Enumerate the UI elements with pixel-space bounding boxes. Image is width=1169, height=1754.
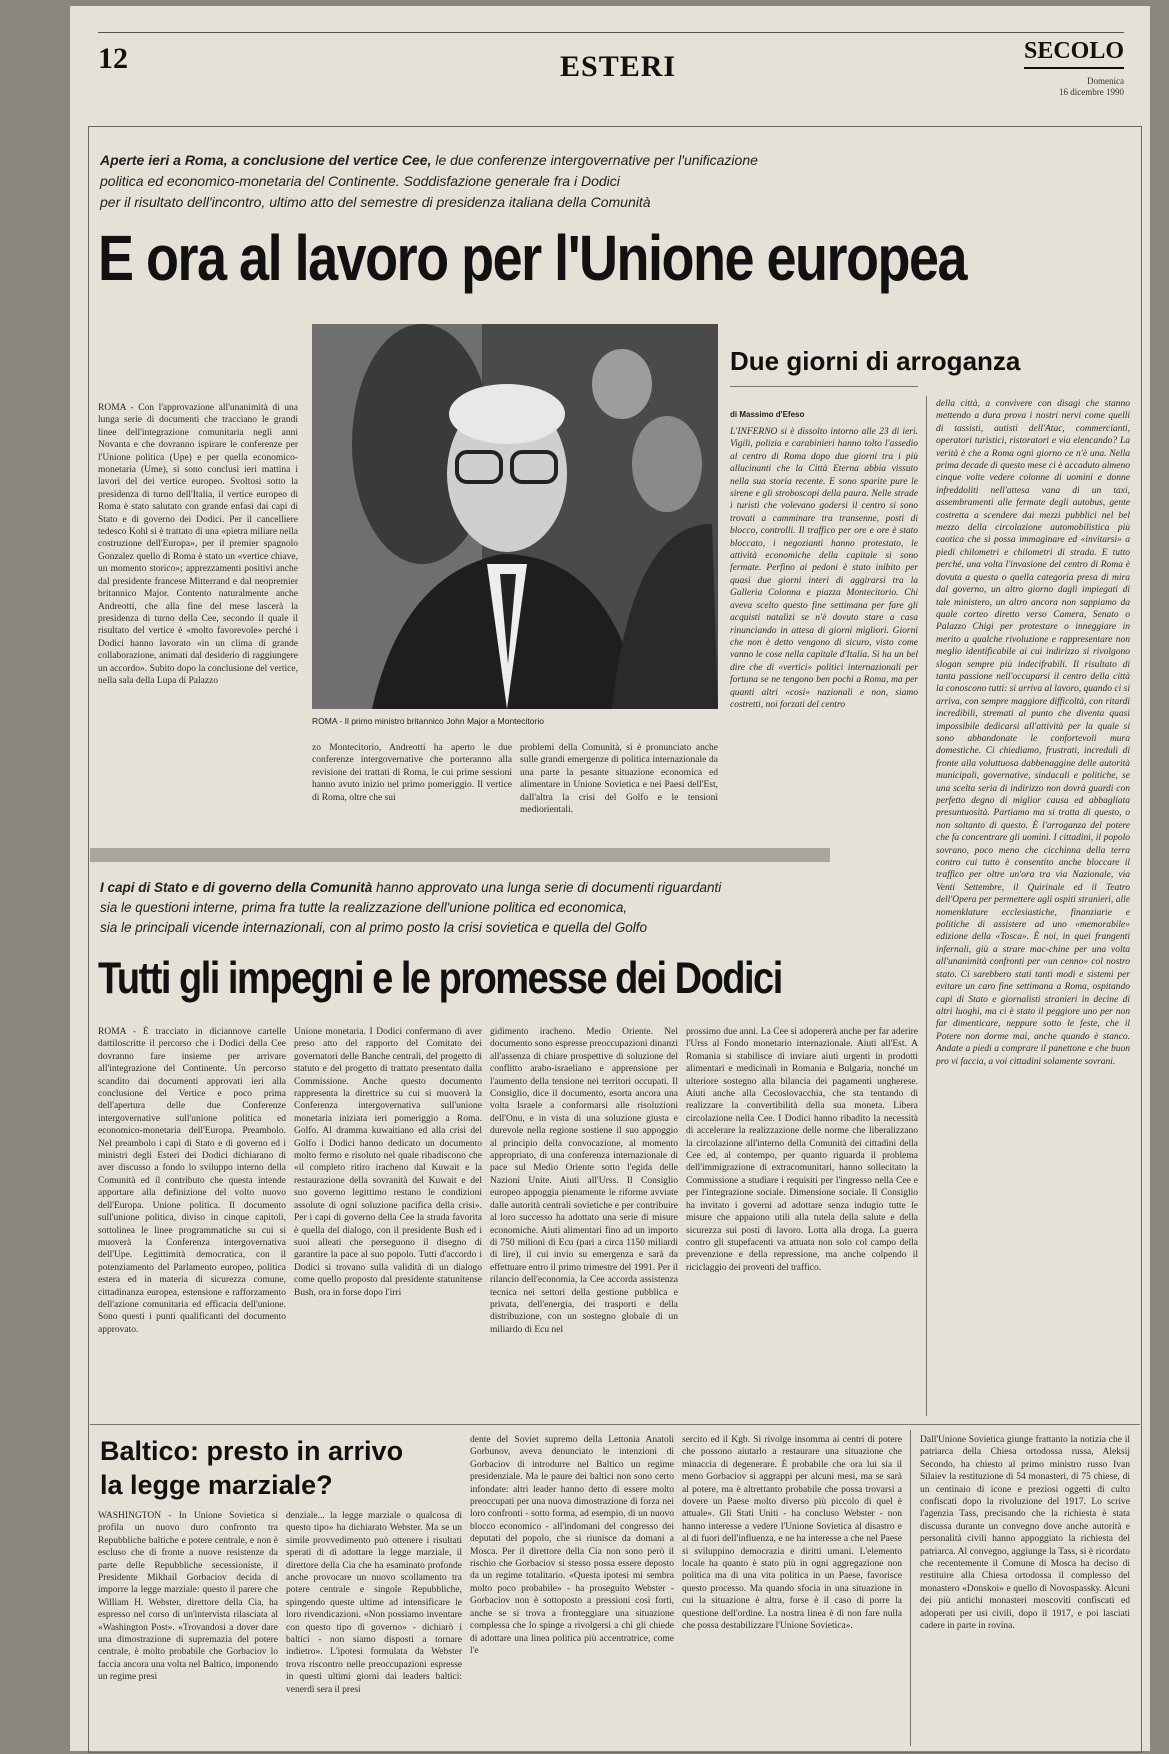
agenda-kicker-line3: sia le principali vicende internazionali, con al primo posto la crisi sovietica e quella del Golfo (100, 920, 648, 935)
agenda-kicker-line2: sia le questioni interne, prima fra tutte la realizzazione dell'unione politica ed economica, (100, 900, 628, 915)
agenda-column-3: gidimento iracheno. Medio Oriente. Nel documento sono espresse preoccupazioni dinanzi all'assenza di chiare prospettive di soluzione del conflitto arabo-israeliano e apprensione per l'aumento della tensione nei territori occupati. Il Consiglio, dice il documento, esorta ancora una volta Israele a conformarsi alle risoluzioni dell'Onu, e in vista di una soluzione giusta e durevole nella regione sostiene il suo appoggio al principio della convocazione, al momento appropriato, di una conferenza internazionale di pace sul Medio Oriente sotto l'egida delle Nazioni Unite. Aiuti all'Urss. Il Consiglio europeo appoggia pienamente le riforme avviate dalle autorità centrali sovietiche e per contribuire al loro successo ha adottato una serie di misure economiche. Aiuti alimentari fino ad un importo di 750 milioni di Ecu (pari a circa 1150 miliardi di lire), il cui invio su emergenza e sarà da effettuare entro il primo trimestre del 1991. Per il rilancio dell'economia, la Cee accorda assistenza tecnica nei settori della gestione pubblica e privata, dell'energia, dei trasporti e della distribuzione, con un sostegno globale di un miliardo di Ecu nel (490, 1027, 678, 1335)
baltic-column-1: WASHINGTON - In Unione Sovietica si profila un nuovo duro confronto tra Repubbliche baltiche e potere centrale, e non è escluso che di fronte a nuove resistenze da parte delle Repubbliche secessioniste, il Presidente Mikhail Gorbaciov decida di imporre la legge marziale: questo il parere che William H. Webster, direttore della Cia, ha espresso nel corso di un'intervista rilasciata al «Washington Post». «Trovandosi a dover dare una dimostrazione di supremazia del potere centrale, è molto probabile che Gorbaciov lo faccia ancora una volta nel Baltico, imponendo un regime presi (98, 1511, 278, 1683)
editorial-title: Due giorni di arroganza (730, 346, 1021, 376)
lead-kicker (100, 150, 820, 213)
newspaper-name (1024, 38, 1124, 69)
newspaper-name-text: SECOLO (1023, 38, 1124, 64)
date: 16 dicembre 1990 (1059, 87, 1124, 97)
editorial-byline: di Massimo d'Efeso (730, 410, 805, 419)
lead-kicker-line3: per il risultato dell'incontro, ultimo atto del semestre di presidenza italiana della Comunità (100, 194, 651, 210)
baltic-divider (910, 1430, 911, 1746)
baltic-top-rule (90, 1424, 1140, 1425)
baltic-column-5: Dall'Unione Sovietica giunge frattanto la notizia che il patriarca della Chiesa ortodossa russa, Aleksij Secondo, ha chiesto al primo ministro russo Ivan Silaiev la restituzione di 54 monasteri, di 75 chiese, di un centinaio di icone e preziosi oggetti di culto confiscati dopo la rivoluzione del 1917. Lo scrive l'agenzia Tass, precisando che la richiesta è stata discussa durante un convegno dove anche autorità e personalità civili hanno appoggiato la richiesta del patriarca. Al convegno, aggiunge la Tass, si è ricordato che recentemente il Comune di Mosca ha deciso di restituire alla Chiesa ortodossa il complesso del monastero «Donskoi» e quello di Novospassky. Alcuni dei più antichi monasteri moscoviti confiscati ed adoperati per usi civili, dopo il 1917, e poi lasciati cadere in parte in rovina. (920, 1435, 1130, 1632)
agenda-column-1: ROMA - È tracciato in diciannove cartelle dattiloscritte il percorso che i Dodici della Cee dovranno fare insieme per arrivare all'integrazione del Continente. Un percorso scandito dai documenti approvati ieri alla conclusione del Vertice e poco prima dell'apertura delle due Conferenze intergovernative sull'unione politica ed economico-monetaria dell'Europa. Preambolo. Nel preambolo i capi di Stato e di governo ed i ministri degli Esteri dei Dodici dichiarano di aver discusso a fondo lo sviluppo interno della Comunità ed il contributo che questa intende apportare alla definizione del volto nuovo dell'Europa. Unione politica. Il documento sull'unione politica, diviso in cinque capitoli, sottolinea le linee programmatiche su cui si muoverà la Conferenza intergovernativa dell'Upe. Legittimità democratica, con il potenziamento del Parlamento europeo, politica estera ed in materia di sicurezza comune, cittadinanza europea, estensione e rafforzamento dell'azione comunitaria ed efficacia dell'unione. Sono questi i punti qualificanti del documento approvato. (98, 1027, 286, 1335)
dateline (1059, 76, 1124, 98)
lead-column-2: zo Montecitorio, Andreotti ha aperto le due conferenze intergovernative che porteranno alla revisione dei trattati di Roma, le cui prime sessioni hanno avuto inizio nel primo pomeriggio. Il vertice di Roma, oltre che sui (312, 743, 512, 803)
day: Domenica (1087, 76, 1124, 86)
baltic-column-2: denziale... la legge marziale o qualcosa di questo tipo» ha dichiarato Webster. Ma se un simile provvedimento può ottenere i risultati sperati di di adottare la legge marziale, il direttore della Cia che ha esaminato profonde anche provocare un nuovo scollamento tra potere centrale e singole Repubbliche, spingendo queste ultime ad intensificare le loro rivendicazioni. «Non possiamo inventare con questo tipo di governo» - dichiarò i baltici - non siamo disposti a tornare indietro». L'ipotesi formulata da Webster trova riscontro nelle preoccupazioni espresse in questi ultimi giorni dai leaders baltici: venerdì sera il presi (286, 1511, 462, 1695)
lead-column-1: ROMA - Con l'approvazione all'unanimità di una lunga serie di documenti che tracciano le grandi linee dell'integrazione comunitaria negli anni Novanta e che dovranno ispirare le conferenze per l'Unione politica (Upe) e per quella economico-monetaria (Ume), si sono conclusi ieri mattina i lavori del dei vertice europeo. Svoltosi sotto la presidenza di turno dell'Italia, il vertice europeo di Roma è stato salutato con grande enfasi dai capi di Stato e di governo dei Dodici. Per il cancelliere tedesco Kohl si è trattato di una «pietra miliare nella costruzione dell'Europa», per il premier spagnolo Gonzalez quello di Roma è stato un «vertice chiave, un momento storico»; apprezzamenti positivi anche dal presidente francese Mitterrand e dal neopremier britannico Major. Contento naturalmente anche Andreotti, che alla fine del mese lascerà la presidenza di turno della Cee, secondo il quale il risultato del vertice è «molto favorevole» perché i Dodici hanno lavorato «in un clima di grande collaborazione, animati dal desiderio di raggiungere un accordo». Subito dopo la conclusione del vertice, nella sala della Lupa di Palazzo (98, 403, 298, 686)
lead-column-3: problemi della Comunità, si è pronunciato anche sulle grandi emergenze di politica internazionale da una parte la pesante situazione economica ed alimentare in Unione Sovietica e nei Paesi dell'Est, dall'altra la crisi del Golfo e le tensioni mediorientali. (520, 743, 718, 816)
lead-kicker-bold: Aperte ieri a Roma, a conclusione del vertice Cee, (100, 152, 432, 168)
baltic-column-4: sercito ed il Kgb. Si rivolge insomma ai centri di potere che possono aiutarlo a restaurare una situazione che minaccia di degenerare. È probabile che ora lui sia il meno Gorbaciov si aggrappi per alcuni mesi, ma se sarà al potere, ma è altrettanto probabile che possa trovarsi a dovere un Paese molto diverso più piccolo di quel è attuale». Gli Stati Uniti - ha concluso Webster - non hanno interesse a vedere l'Unione Sovietica al disastro e al di fuori dell'influenza, e ne ha interesse a che nel Paese si sviluppino democrazia e diritti umani. L'elemento locale ha quanto è stato più in ogni aggregazione non politica ma di una vita politica in un Paese, favorisce questo processo. Ma quando sfocia in una situazione in cui la situazione è altra, forse è il caso di porre la questione dell'ordine. La nostra linea è di non fare nulla che possa destabilizzare l'Unione Sovietica». (682, 1435, 902, 1632)
agenda-headline: Tutti gli impegni e le promesse dei Dodici (98, 954, 782, 1004)
editorial-divider (926, 396, 927, 1416)
newspaper-page (70, 6, 1150, 1751)
lead-photo (312, 324, 718, 709)
section-title: ESTERI (560, 50, 677, 83)
page-number: 12 (98, 42, 128, 75)
lead-photo-caption: ROMA - Il primo ministro britannico John Major a Montecitorio (312, 716, 544, 726)
baltic-headline-line2: la legge marziale? (100, 1470, 333, 1500)
lead-kicker-line1: le due conferenze intergovernative per l'unificazione (435, 152, 758, 168)
separator-band (90, 848, 830, 862)
agenda-kicker-line1: hanno approvato una lunga serie di documenti riguardanti (376, 880, 722, 895)
baltic-column-3: dente del Soviet supremo della Lettonia Anatoli Gorbunov, aveva denunciato le intenzioni di Gorbaciov di introdurre nel Baltico un regime presidenziale. Ma le paure dei baltici non sono certo infondate: altri leader hanno detto di essere molto preoccupati per una nuova dimostrazione di forza nei loro confronti - sotto forma, ad esempio, di un nuovo blocco economico - all'indomani del congresso dei deputati del popolo, che si riunisce da domani a Mosca. Per il direttore della Cia non sono però il rischio che Gorbaciov si stesso possa essere deposto da un regime totalitario. «Questa ipotesi mi sembra molto poco probabile» - ha proseguito Webster - Gorbaciov non è sottoposto a pressioni così forti, anche se si trova a fronteggiare una situazione complessa che lo spinge a rivolgersi a chi gli chiede di adottare una linea politica più accentratrice, come l'e (470, 1435, 674, 1656)
john-major-photo (312, 324, 718, 709)
agenda-column-4: prossimo due anni. La Cee si adopererà anche per far aderire l'Urss al Fondo monetario internazionale. Aiuti all'Est. A Romania si stabilisce di inviare aiuti urgenti in prodotti alimentari e medicinali in Romania e Bulgaria, nonché un ulteriore sostegno alla bilancia dei pagamenti ungherese. Aiuti anche alla Cecoslovacchia, che sta tentando di realizzare la convertibilità della sua moneta. Libera circolazione nella Cee. I Dodici hanno ribadito la necessità di accelerare la realizzazione delle norme che liberalizzano la circolazione all'interno della Comunità dei cittadini della Cee ed, al contempo, per quanto riguarda il problema dell'immigrazione di extracomunitari, hanno sollecitato la Commissione a studiare i requisiti per l'ingresso nella Cee e per l'integrazione sociale. Dimensione sociale. Il Consiglio ha invitato i governi ad adottare senza indugio tutte le misure che appaiono utili alla tutela della salute e della sicurezza sui posti di lavoro. Lotta alla droga. La guerra contro gli stupefacenti va attuata non solo col campo della prevenzione e della repressione, ma anche colpendo il riciclaggio dei proventi del traffico. (686, 1027, 918, 1273)
editorial-rule (730, 386, 918, 387)
agenda-kicker (100, 878, 900, 938)
editorial-column-2: della città, a convivere con disagi che stanno mettendo a dura prova i nostri nervi come quelli di tassisti, autisti dell'Atac, commercianti, operatori turistici, ristoratori e via elencando? La verità è che a Roma ogni giorno ce n'è una. Nella prima decade di questo mese ci è accaduto almeno cinque volte vedere colonne di uomini e donne infreddoliti nell'attesa vana di un taxi, assembramenti alle fermate degli autobus, gente costretta a scendere dai mezzi pubblici nel bel mezzo della circolazione automobilistica più caotica che si possa immaginare ed «invitarsi» a piedi chilometri e chilometri di strada. E tutto perché, una volta l'invasione del centro di Roma è dovuta a questa o quella categoria presa di mira dal governo, un altro giorno dagli impiegati di tale ministero, un altro ancora non sappiamo da quale corteo diretto verso Camera, Senato o Palazzo Chigi per protestare o inneggiare in merito a qualche rivoluzione e rappresentare non meglio identificabile ai cui indirizzo si rivolgono slogan sempre più indecifrabili. Il risultato di tanta passione nell'occuparsi il centro della città la conoscono tutti: si arriva al lavoro, quando ci si arriva, con sempre maggiore difficoltà, con ritardi incredibili, stremati al punto che diventa quasi impossibile dedicarsi all'attività per la quale si sono abbandonate le confortevoli mura domestiche. Ci chiediamo, frustrati, increduli di fronte alla voluttuosa dabbenaggine delle autorità municipali, governative, sindacali e politiche, se una scelta seria di indirizzo non dovrà guardi con perfetto degno di miglior causa ed abbagliata presuntuosità. Partiamo ma si tratta di questo, o non soltanto di questo. È l'arroganza del potere che fa concentrare gli uomini. I cittadini, il popolo sovrano, poco meno che cicchinna della terra contro cui tutto è consentito anche bloccare il traffico per oltre un'ora tra via Nazionale, via Venti Settembre, il Quirinale ed il Teatro dell'Opera per permettere agli ospiti stranieri, alle nomenklature ecclesiastiche, finanziarie e politiche di assistere ad uno «memorabile» edizione della «Tosca». È noi, in quei frangenti infernali, giù a strare mac-chine per una volta all'unanimità confronti per «un cenno» col nostro stato. Ci sarebbero stati tanti modi e sistemi per evitare un caro fine settimana a Roma, ospitando capi di Stato e giornalisti stranieri in decine di altri luoghi, ma ci è stato il peggiore uno per non far dimenticare, neppure sotto le feste, che il Potere non dorme mai, anche quando è stanco. Andate a piedi a comprare il panettone e che buon pro vi faccia, a voi cittadini solamente sovrani. (936, 399, 1130, 1067)
editorial-column-1: L'INFERNO si è dissolto intorno alle 23 di ieri. Vigili, polizia e carabinieri hanno tolto l'assedio al centro di Roma dopo due giorni tra i più allucinanti che la Città Eterna abbia vissuto nella sua storia recente. E sono sparite pure le sirene e gli stroboscopi della paura. Nelle strade i turisti che volevano godersi il centro si sono trovati a camminare tra transenne, posti di blocco, controlli. Il traffico per ore e ore è stato bloccato, i negozianti hanno protestato, le attività economiche della capitale si sono fermate. Perfino ai pedoni è stato inibito per quasi due giorni interi di aggirarsi tra la Galleria Colonna e piazza Montecitorio. Chi aveva scelto questo fine settimana per fare gli acquisti natalizi se n'è dovuto stare a casa rinunciando in attesa di giorni migliori. Giorni che non è detto vengono di sicuro, visto come vanno le cose nella capitale d'Italia. Si ha un bel dire che di «vertici» politici internazionali per fortuna se ne tengono ben pochi a Roma, ma per quanti altri «cosi» nazionali e non, siamo costretti, noi forzati del centro (730, 427, 918, 710)
agenda-column-2: Unione monetaria. I Dodici confermano di aver preso atto del rapporto del Comitato dei governatori delle Banche centrali, del progetto di statuto e del progetto di trattato presentato dalla Commissione. Anche questo documento rappresenta la direttrice su cui si muoverà la Conferenza intergovernativa sull'unione monetaria iniziata ieri pomeriggio a Roma. Golfo. Al dramma kuwaitiano ed alla crisi del Golfo i Dodici hanno dedicato un documento molto fermo e risoluto nel quale ribadiscono che «il completo ritiro iracheno dal Kuwait e la restaurazione della sovranità del Kuwait e del suo governo legittimo restano le condizioni assolute di ogni soluzione pacifica della crisi». Per i capi di governo della Cee la strada favorita è quella del dialogo, con il presidente Bush ed i suoi alleati che perseguono il disegno di garantire la pace al suo popolo. Tutti d'accordo i Dodici si trovano sulla validità di un dialogo come quello proposto dal presidente statunitense Bush, ora in forse dopo l'irri (294, 1027, 482, 1298)
baltic-headline-line1: Baltico: presto in arrivo (100, 1436, 404, 1466)
lead-headline: E ora al lavoro per l'Unione europea (98, 223, 967, 294)
agenda-kicker-bold: I capi di Stato e di governo della Comunità (100, 880, 373, 895)
lead-kicker-line2: politica ed economico-monetaria del Continente. Soddisfazione generale fra i Dodici (100, 173, 620, 189)
baltic-headline (100, 1434, 480, 1502)
top-rule (98, 32, 1124, 33)
